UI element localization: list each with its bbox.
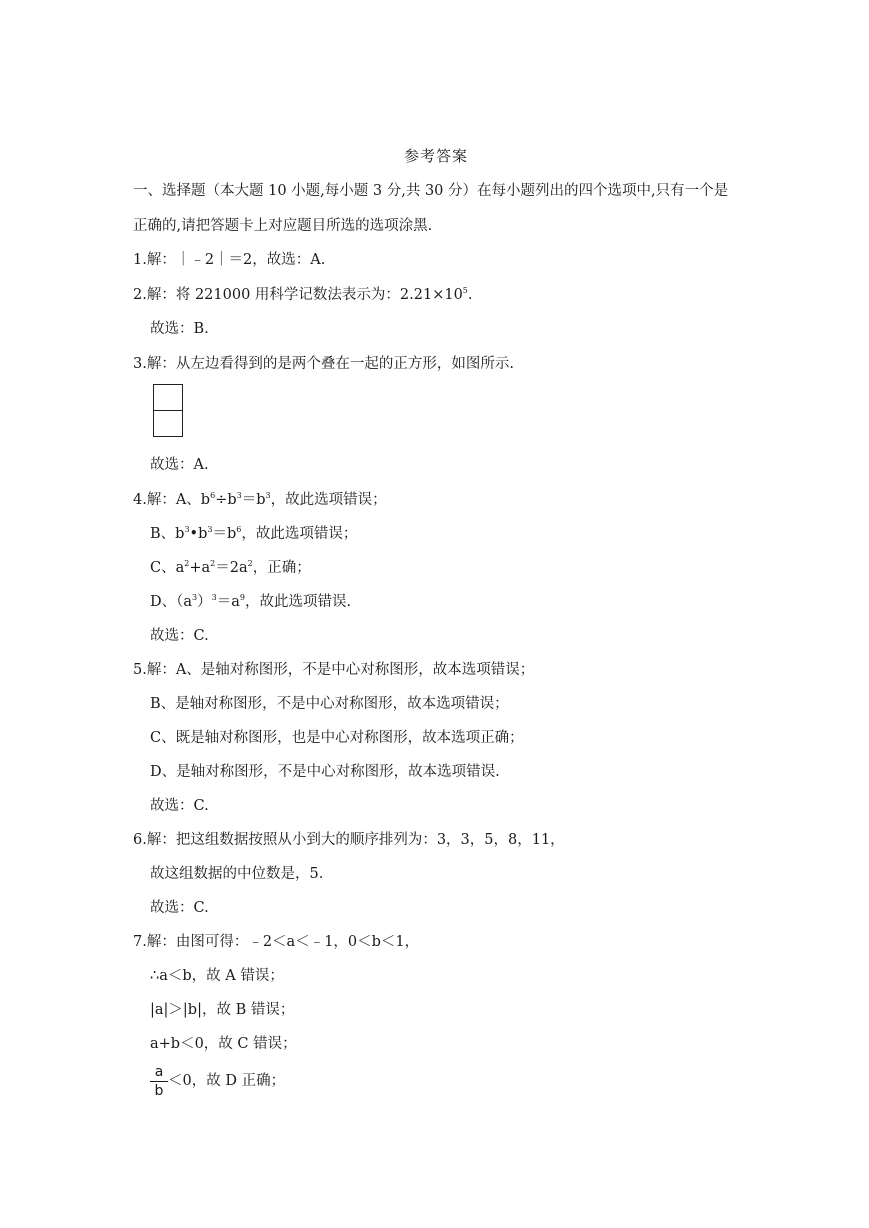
q4-a-exp1: 6 [210, 491, 216, 500]
q7-line1: 7.解：由图可得：﹣2＜a＜﹣1，0＜b＜1， [133, 934, 420, 950]
q4-option-c [150, 559, 311, 577]
q4-d-text: D、（a [150, 594, 193, 610]
bottom-square [153, 410, 183, 437]
q4-b-mid2: ＝b [212, 526, 237, 542]
q4-b-exp2: 3 [207, 525, 213, 534]
q4-b-exp1: 3 [184, 525, 190, 534]
q2-period: . [467, 287, 473, 303]
q2-answer: 故选：B. [150, 321, 209, 337]
q6-line2: 故这组数据的中位数是，5. [150, 866, 324, 882]
q4-d-post: ，故此选项错误. [244, 594, 352, 610]
q4-option-a [133, 491, 387, 509]
q4-c-mid: +a [189, 560, 211, 576]
q7-line2: ∴a＜b，故 A 错误； [150, 968, 284, 984]
q4-d-exp3: 9 [239, 593, 245, 602]
page-title: 参考答案 [404, 147, 469, 165]
q1-solution: 1.解：｜﹣2｜＝2，故选：A. [133, 252, 326, 268]
section-heading-line2: 正确的,请把答题卡上对应题目所选的选项涂黑. [133, 218, 433, 234]
q4-c-exp1: 2 [184, 559, 190, 568]
section-heading-line1: 一、选择题（本大题 10 小题,每小题 3 分,共 30 分）在每小题列出的四个选项中,只有一个是 [133, 183, 729, 199]
q4-d-exp1: 3 [192, 593, 198, 602]
q4-a-exp2: 3 [236, 491, 242, 500]
q4-answer: 故选：C. [150, 628, 209, 644]
q4-c-exp2: 2 [210, 559, 216, 568]
q3-solution: 3.解：从左边看得到的是两个叠在一起的正方形，如图所示. [133, 356, 514, 372]
q4-option-d [150, 593, 351, 611]
q4-a-exp3: 3 [265, 491, 271, 500]
fraction-numerator: a [154, 1064, 164, 1080]
q4-c-mid2: ＝2a [215, 560, 248, 576]
q5-option-a: 5.解：A、是轴对称图形，不是中心对称图形，故本选项错误； [133, 662, 535, 678]
q5-option-b: B、是轴对称图形，不是中心对称图形，故本选项错误； [150, 696, 509, 712]
fraction-bar [150, 1081, 168, 1082]
q4-a-mid: ÷b [215, 492, 237, 508]
top-square [153, 384, 183, 411]
q4-b-exp3: 6 [236, 525, 242, 534]
q2-exponent: 5 [462, 286, 468, 295]
q4-a-post: ，故此选项错误； [270, 492, 387, 508]
q3-answer: 故选：A. [150, 457, 209, 473]
q4-c-post: ，正确； [252, 560, 311, 576]
stacked-squares-figure [153, 384, 183, 440]
q6-answer: 故选：C. [150, 900, 209, 916]
q2-solution [133, 286, 473, 304]
q7-line5: ＜0，故 D 正确； [168, 1073, 286, 1089]
q4-a-text: 4.解：A、b [133, 492, 211, 508]
q5-answer: 故选：C. [150, 798, 209, 814]
q4-d-mid2: ＝a [216, 594, 240, 610]
q4-d-mid: ） [197, 594, 212, 610]
q6-line1: 6.解：把这组数据按照从小到大的顺序排列为：3，3，5，8，11， [133, 832, 565, 848]
q4-d-exp2: 3 [211, 593, 217, 602]
q4-a-mid2: ＝b [241, 492, 266, 508]
q4-c-exp3: 2 [247, 559, 253, 568]
q4-c-text: C、a [150, 560, 185, 576]
q5-option-d: D、是轴对称图形，不是中心对称图形，故本选项错误. [150, 764, 500, 780]
q4-b-mid: •b [189, 526, 208, 542]
q4-option-b [150, 525, 357, 543]
q7-line4: a+b＜0，故 C 错误； [150, 1036, 297, 1052]
fraction-a-over-b [150, 1064, 168, 1099]
fraction-denominator: b [154, 1083, 164, 1099]
q2-text: 2.解：将 221000 用科学记数法表示为：2.21×10 [133, 287, 463, 303]
q5-option-c: C、既是轴对称图形，也是中心对称图形，故本选项正确； [150, 730, 524, 746]
q4-b-post: ，故此选项错误； [241, 526, 358, 542]
q7-line3: |a|＞|b|，故 B 错误； [150, 1002, 295, 1018]
q4-b-text: B、b [150, 526, 185, 542]
